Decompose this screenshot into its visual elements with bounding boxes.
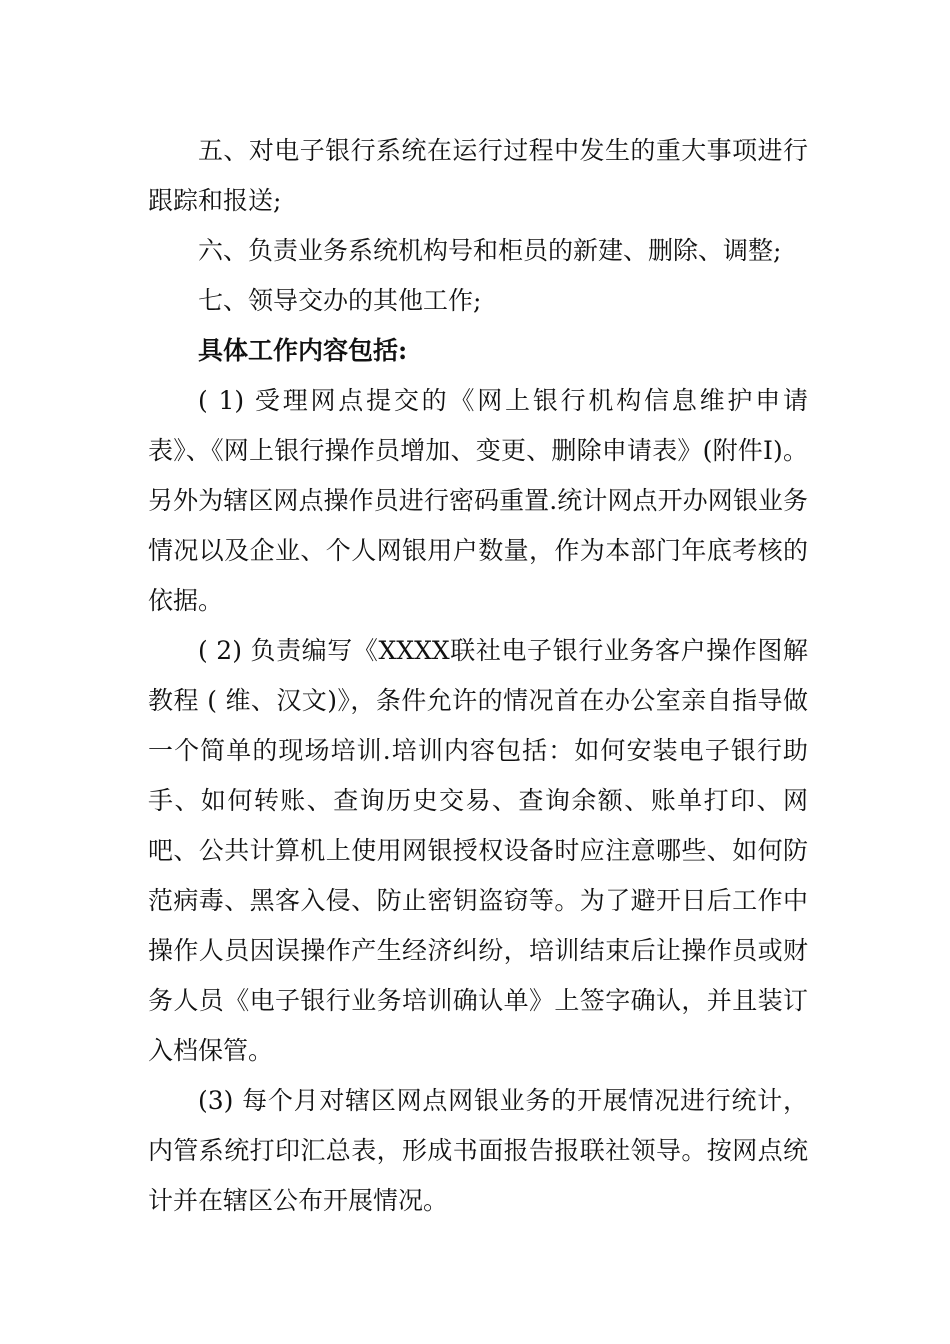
document-body — [148, 126, 808, 1226]
paragraph-detail-2: ( 2) 负责编写《XXXX联社电子银行业务客户操作图解教程 ( 维、汉文)》，条件允许的情况首在办公室亲自指导做一个简单的现场培训.培训内容包括：如何安装电子银行助手、如何转账、查询历史交易、查询余额、账单打印、网吧、公共计算机上使用网银授权设备时应注意哪些、如何防范病毒、黑客入侵、防止密钥盗窃等。为了避开日后工作中操作人员因误操作产生经济纠纷，培训结束后让操作员或财务人员《电子银行业务培训确认单》上签字确认，并且装订入档保管。 — [148, 636, 808, 1065]
paragraph-item-5: 五、对电子银行系统在运行过程中发生的重大事项进行跟踪和报送; — [148, 136, 808, 215]
section-heading: 具体工作内容包括: — [198, 336, 408, 365]
paragraph-item-6: 六、负责业务系统机构号和柜员的新建、删除、调整; — [198, 236, 782, 265]
paragraph-item-7: 七、领导交办的其他工作; — [198, 286, 482, 315]
paragraph-detail-1: ( 1) 受理网点提交的《网上银行机构信息维护申请表》、《网上银行操作员增加、变更、删除申请表》(附件Ⅰ)。另外为辖区网点操作员进行密码重置.统计网点开办网银业务情况以及企业、个人网银用户数量，作为本部门年底考核的依据。 — [148, 386, 808, 615]
paragraph-detail-3: (3) 每个月对辖区网点网银业务的开展情况进行统计，内管系统打印汇总表，形成书面报告报联社领导。按网点统计并在辖区公布开展情况。 — [148, 1086, 808, 1215]
